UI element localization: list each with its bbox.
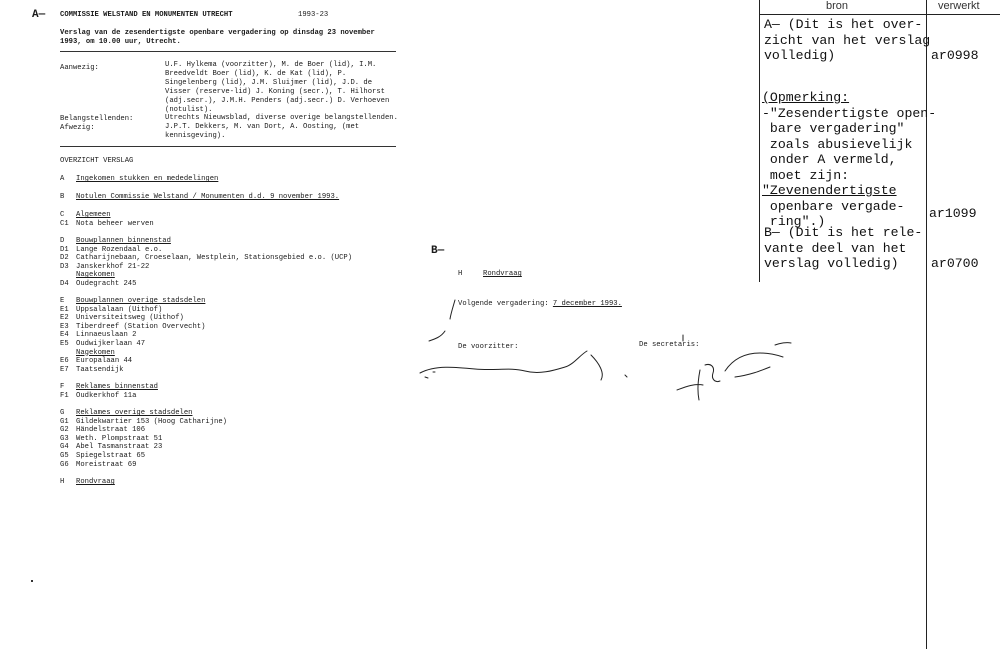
item-code: C1 [60,219,69,228]
item-text: Händelstraat 106 [76,426,146,435]
item-code [60,271,76,280]
signatures [415,295,815,410]
present-line: Visser (reserve-lid) J. Koning (secr.), T. Hilhorst [165,88,385,96]
section-code: C [60,211,65,219]
item-text: Europalaan 44 [76,357,133,366]
note-b [764,225,922,272]
note-line: verslag volledig) [764,256,899,271]
item-code: E5 [60,339,69,348]
section-b [60,193,339,202]
note-line: zicht van het verslag [764,32,931,48]
section-code: A [60,175,65,183]
margin-mark-a: A— [32,9,46,21]
item-code: E7 [60,365,69,374]
item-code: E2 [60,314,69,323]
speck [31,580,33,582]
note-line: zoals abusievelijk [762,136,913,152]
item-code: G2 [60,426,69,435]
item-code: E4 [60,331,69,340]
item-code: E3 [60,322,69,331]
item-code: G5 [60,451,69,460]
processed-code-remark: ar1099 [929,206,977,221]
item-code: F1 [60,391,69,400]
note-a [764,17,930,64]
note-line: bare vergadering" [762,121,905,136]
org-name: COMMISSIE WELSTAND EN MONUMENTEN UTRECHT [60,11,233,19]
absent-line: J.P.T. Dekkers, M. van Dort, A. Oosting, (met [165,123,360,131]
note-line: "Zevenendertigste [762,183,897,198]
item-text: Nagekomen [76,348,115,357]
present-line: (adj.secr.), J.M.H. Penders (adj.secr.) D. Verhoeven [165,97,390,105]
present-list [165,61,389,115]
section-title: Reklames binnenstad [76,383,158,391]
section-g [60,409,227,469]
item-code: E6 [60,357,69,366]
doc-number: 1993-23 [298,11,329,19]
next-meeting-label: Volgende vergadering: [458,300,549,308]
divider [60,51,396,52]
present-line: (notulist). [165,106,213,114]
section-h [60,478,115,487]
section-code: E [60,297,65,305]
item-text: Janskerkhof 21-22 [76,262,150,271]
note-line: B— (Dit is het rele- [764,225,923,240]
section-code: G [60,409,65,417]
item-text: Taatsendijk [76,365,124,374]
present-line: U.F. Hylkema (voorzitter), M. de Boer (lid), I.M. [165,61,377,69]
section-code: F [60,383,65,391]
item-code: D3 [60,262,69,271]
absent-label: Afwezig: [60,124,95,132]
table-header-rule [759,14,1000,15]
mid-h-code: H [458,270,463,278]
present-line: Breedveldt Boer (lid), K. de Kat (lid), P. [165,70,347,78]
section-title: Algemeen [76,211,111,219]
processed-code-a: ar0998 [931,48,979,63]
note-line: ring".) [762,214,826,229]
item-text: Linnaeuslaan 2 [76,331,137,340]
section-code: H [60,478,65,486]
item-text: Abel Tasmanstraat 23 [76,443,163,452]
item-text: Catharijnebaan, Croeselaan, Westplein, Stationsgebied e.o. (UCP) [76,254,353,263]
item-code: E1 [60,305,69,314]
item-code [60,349,76,358]
item-code: G4 [60,443,69,452]
item-text: Moreistraat 69 [76,460,137,469]
item-text: Oudwijkerlaan 47 [76,339,146,348]
chair-label: De voorzitter: [458,343,519,351]
note-line: -"Zesendertigste open- [762,105,937,121]
divider [60,146,396,147]
item-code: G3 [60,434,69,443]
section-title: Notulen Commissie Welstand / Monumenten d.d. 9 november 1993. [76,193,340,201]
note-line: volledig) [764,48,836,63]
note-line [762,90,936,106]
item-text: Oudkerkhof 11a [76,391,137,400]
chair-signature [420,351,627,380]
processed-code-b: ar0700 [931,256,979,271]
item-code: D1 [60,245,69,254]
item-text: Nagekomen [76,271,115,280]
section-title: Bouwplannen overige stadsdelen [76,297,206,305]
item-text: Oudegracht 245 [76,279,137,288]
report-title-line-2: 1993, om 10.00 uur, Utrecht. [60,38,181,46]
note-line: moet zijn: [762,167,850,183]
table-left-border [759,0,760,282]
item-text: Lange Rozendaal e.o. [76,245,163,254]
item-code: D4 [60,279,69,288]
note-line: vante deel van het [764,240,907,256]
secretary-label: De secretaris: [639,341,700,349]
item-text: Uppsalalaan (Uithof) [76,305,163,314]
section-c [60,211,154,228]
present-line: Singelenberg (lid), J.M. Sluijmer (lid), J.D. de [165,79,373,87]
note-line: openbare vergade- [762,198,905,214]
note-line: onder A vermeld, [762,152,897,167]
item-text: Nota beheer werven [76,219,154,228]
section-title: Rondvraag [76,478,115,486]
stakeholders-label: Belangstellenden: [60,115,134,123]
section-d [60,237,352,289]
absent-line: kennisgeving). [165,132,226,140]
item-text: Universiteitsweg (Uithof) [76,314,184,323]
section-f [60,383,158,400]
absent-list [165,123,359,141]
section-title: Reklames overige stadsdelen [76,409,193,417]
item-code: G6 [60,460,69,469]
next-meeting-date: 7 december 1993. [552,300,622,308]
item-text: Weth. Plompstraat 51 [76,434,163,443]
section-code: B [60,193,65,201]
mid-h-title: Rondvraag [483,270,522,278]
section-code: D [60,237,65,245]
item-text: Tiberdreef (Station Overvecht) [76,322,206,331]
margin-mark-b: B— [431,245,445,257]
overview-title: OVERZICHT VERSLAG [60,157,134,165]
note-remark [762,90,936,230]
item-text: Gildekwartier 153 (Hoog Catharijne) [76,417,227,426]
report-title-line-1: Verslag van de zesendertigste openbare vergadering op dinsdag 23 november [60,29,375,37]
secretary-signature [677,343,791,400]
note-remark-heading: (Opmerking: [762,90,850,105]
section-title: Bouwplannen binnenstad [76,237,171,245]
item-code: D2 [60,254,69,263]
section-title: Ingekomen stukken en mededelingen [76,175,219,183]
note-line: A— (Dit is het over- [764,17,923,32]
section-e [60,297,205,374]
section-a [60,175,218,184]
present-label: Aanwezig: [60,64,99,72]
item-code: G1 [60,417,69,426]
item-text: Spiegelstraat 65 [76,451,146,460]
column-header-source: bron [826,0,849,12]
column-header-processed: verwerkt [938,0,980,12]
stakeholders-value: Utrechts Nieuwsblad, diverse overige belangstellenden. [165,114,398,122]
